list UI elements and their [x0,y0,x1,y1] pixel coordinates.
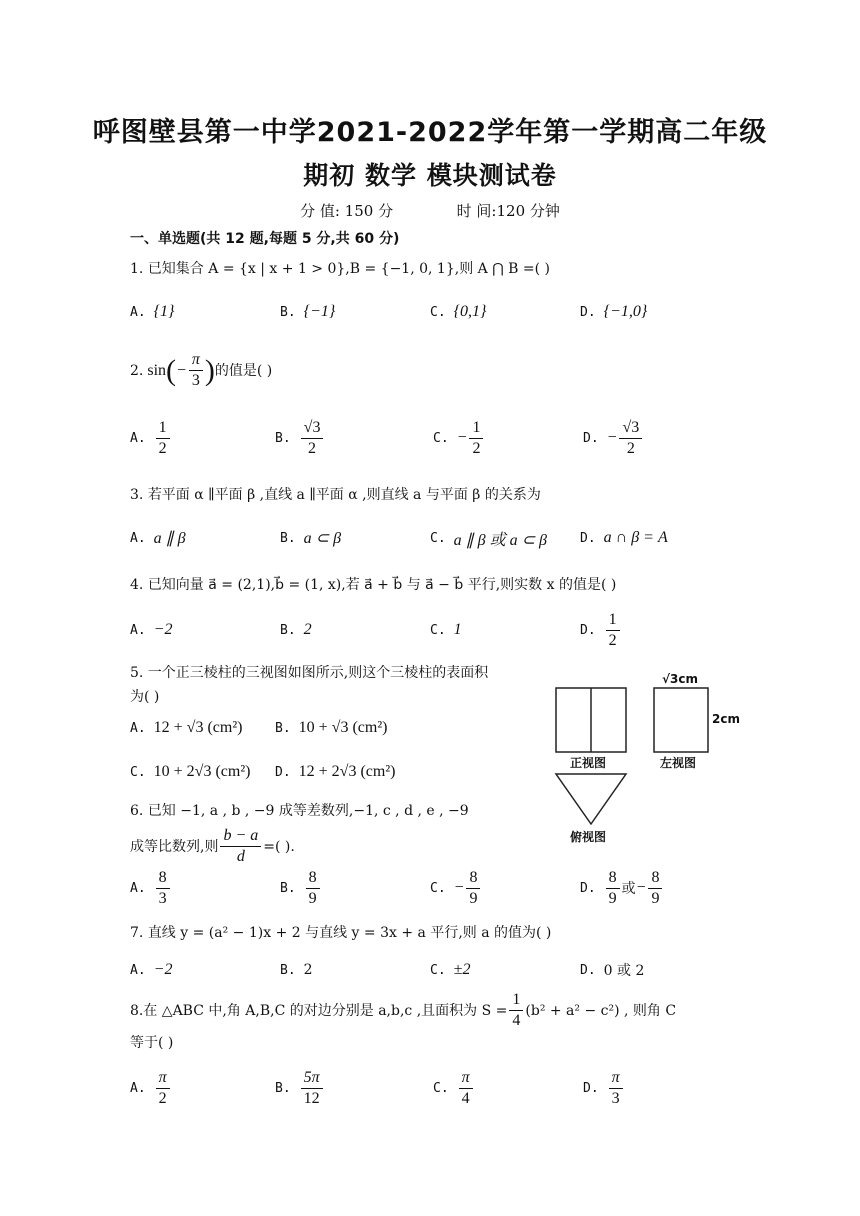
option-d[interactable]: D. 12 + 2√3 (cm²) [275,763,396,780]
question-text: 已知 −1, a , b , −9 成等差数列,−1, c , d , e , −9 [147,803,469,819]
front-view-label: 正视图 [570,756,607,770]
option-a[interactable]: A. −2 [130,961,173,978]
options-4 [130,608,750,652]
question-8-cont: 等于( ) [130,1035,174,1051]
option-b[interactable]: B. $\frac{8}{9}$ [280,866,322,910]
question-5-cont: 为( ) [130,689,160,705]
question-2: 2. sin ( − $\frac{\pi}{3}$ ) 的值是( ) [130,351,273,389]
option-c[interactable]: C. $\frac{\pi}{4}$ [433,1066,475,1110]
option-d[interactable]: D. 0 或 2 [580,962,645,979]
question-text: 在 △ABC 中,角 A,B,C 的对边分别是 a,b,c ,且面积为 S = [143,1002,508,1019]
question-text: 一个正三棱柱的三视图如图所示,则这个三棱柱的表面积 [147,665,489,681]
question-6: 6. 已知 −1, a , b , −9 成等差数列,−1, c , d , e , −9 [130,803,469,819]
question-number: 1. [130,261,144,277]
option-d[interactable]: D. $\frac{\pi}{3}$ [583,1066,625,1110]
option-a[interactable]: A. $\frac{\pi}{2}$ [130,1066,172,1110]
option-c[interactable]: C. − $\frac{8}{9}$ [430,866,482,910]
option-b[interactable]: B. $\frac{5\pi}{12}$ [275,1066,325,1110]
question-7: 7. 直线 y = (a² − 1)x + 2 与直线 y = 3x + a 平行,则 a 的值为( ) [130,925,552,941]
option-a[interactable]: A. −2 [130,621,173,638]
top-view-triangle [556,774,626,824]
exam-title-line1: 呼图壁县第一中学2021-2022学年第一学期高二年级 [92,117,768,148]
options-1 [130,290,750,334]
option-b[interactable]: B. a ⊂ β [280,530,342,547]
question-text: 的值是( ) [214,362,273,379]
width-dimension: √3cm [662,672,698,686]
option-b[interactable]: B. 2 [280,962,313,978]
exam-title-line2: 期初 数学 模块测试卷 [303,161,557,190]
option-d[interactable]: D. a ∩ β = A [580,529,668,546]
options-3 [130,516,750,560]
option-a[interactable]: A. {1} [130,303,175,320]
left-view-rect [654,688,708,752]
options-6 [130,866,750,910]
option-a[interactable]: A. $\frac{8}{3}$ [130,866,172,910]
question-text: 已知向量 a⃗ = (2,1),b⃗ = (1, x),若 a⃗ + b⃗ 与 a⃗ − b⃗ 平行,则实数 x 的值是( ) [147,577,617,593]
question-8: 8. 在 △ABC 中,角 A,B,C 的对边分别是 a,b,c ,且面积为 S = $\frac{1}{4}$ (b² + a² − c²) , 则角 C [130,991,677,1029]
question-number: 2. [130,362,144,379]
question-text: 已知集合 A = {x | x + 1 > 0},B = {−1, 0, 1},则 A ⋂ B =( ) [147,261,550,277]
option-b[interactable]: B. 10 + √3 (cm²) [275,719,388,736]
option-d[interactable]: D. $\frac{8}{9}$ 或 − $\frac{8}{9}$ [580,866,664,910]
exam-meta [0,200,860,221]
option-c[interactable]: C. ±2 [430,961,471,978]
option-a[interactable]: A. 12 + √3 (cm²) [130,719,243,736]
option-b[interactable]: B. $\frac{√3}{2}$ [275,416,325,460]
option-a[interactable]: A. a ∥ β [130,530,186,547]
option-c[interactable]: C. − $\frac{1}{2}$ [433,416,485,460]
option-c[interactable]: C. 10 + 2√3 (cm²) [130,763,251,780]
question-text: 直线 y = (a² − 1)x + 2 与直线 y = 3x + a 平行,则 a 的值为( ) [147,925,552,941]
options-5-row1 [130,706,530,750]
option-c[interactable]: C. {0,1} [430,303,487,320]
options-7 [130,948,750,992]
option-c[interactable]: C. a ∥ β 或 a ⊂ β [430,530,548,549]
question-1 [130,258,550,280]
options-8 [130,1066,750,1110]
question-6-cont: 成等比数列,则 $\frac{b - a}{d}$ =( ). [130,827,295,865]
height-dimension: 2cm [712,712,740,726]
option-b[interactable]: B. 2 [280,621,312,638]
option-c[interactable]: C. 1 [430,621,462,638]
option-b[interactable]: B. {−1} [280,303,336,320]
options-2 [130,416,750,460]
question-3: 3. 若平面 α ∥平面 β ,直线 a ∥平面 α ,则直线 a 与平面 β 的关系为 [130,487,541,503]
top-view-label: 俯视图 [570,830,607,844]
score-info: 分 值: 150 分 [300,202,394,220]
three-view-figure [550,672,750,852]
question-text: 若平面 α ∥平面 β ,直线 a ∥平面 α ,则直线 a 与平面 β 的关系为 [147,487,541,503]
left-view-label: 左视图 [660,756,697,770]
question-5: 5. 一个正三棱柱的三视图如图所示,则这个三棱柱的表面积 [130,665,489,681]
option-d[interactable]: D. $\frac{1}{2}$ [580,608,622,652]
question-4: 4. 已知向量 a⃗ = (2,1),b⃗ = (1, x),若 a⃗ + b⃗ 与 a⃗ − b⃗ 平行,则实数 x 的值是( ) [130,577,617,593]
time-info: 时 间:120 分钟 [456,202,560,220]
options-5-row2 [130,750,530,794]
option-d[interactable]: D. {−1,0} [580,303,648,320]
option-a[interactable]: A. $\frac{1}{2}$ [130,416,172,460]
section-heading: 一、单选题(共 12 题,每题 5 分,共 60 分) [130,231,400,247]
option-d[interactable]: D. − $\frac{√3}{2}$ [583,416,644,460]
